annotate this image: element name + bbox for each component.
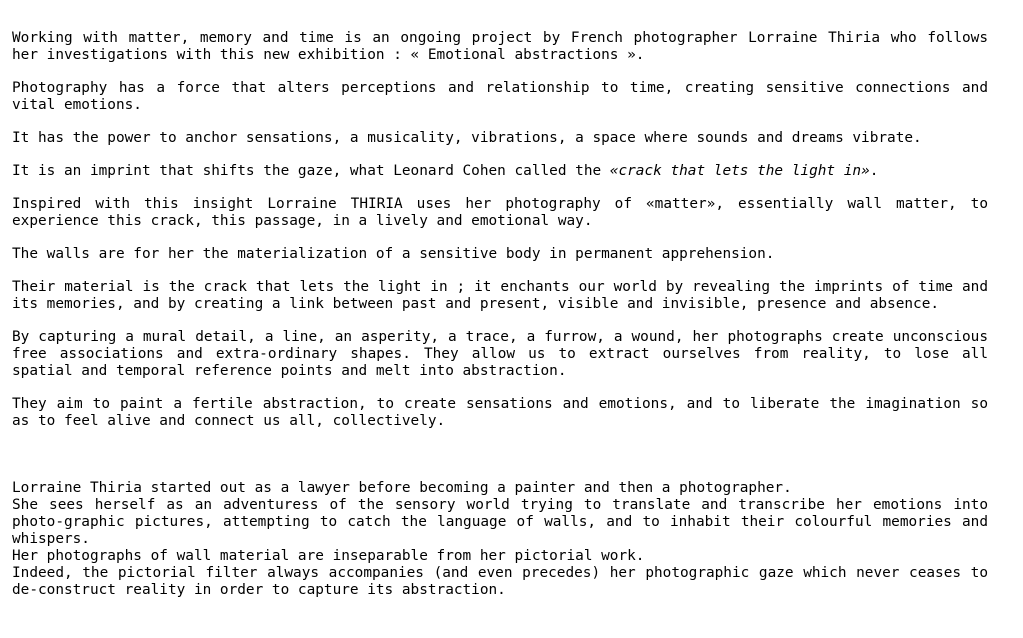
- paragraph-intro: Working with matter, memory and time is an ongoing project by French photographer Lorraine Thiria who follows her investigations with this new exhibition : « Emotional abstractions ».: [12, 30, 988, 63]
- paragraph-walls-body: The walls are for her the materialization of a sensitive body in permanent apprehension.: [12, 246, 775, 262]
- section-spacer: [12, 446, 988, 480]
- cohen-quote-text: «crack that lets the light in»: [609, 163, 870, 179]
- article-text: [12, 30, 988, 430]
- cohen-suffix: .: [869, 163, 879, 179]
- paragraph-material-crack: Their material is the crack that lets the light in ; it enchants our world by revealing the imprints of time and its memories, and by creating a link between past and present, visible and invisible, presence and absence.: [12, 279, 988, 312]
- paragraph-mural-detail: By capturing a mural detail, a line, an asperity, a trace, a furrow, a wound, her photographs create unconscious free associations and extra-ordinary shapes. They allow us to extract ourselves from reality, to lose all spatial and temporal reference points and melt into abstraction.: [12, 329, 988, 379]
- bio-line: She sees herself as an adventuress of the sensory world trying to translate and transcribe her emotions into photo-graphic pictures, attempting to catch the language of walls, and to inhabit their colourful memories and whispers.: [12, 497, 988, 547]
- artist-bio: [12, 480, 988, 599]
- bio-line: Lorraine Thiria started out as a lawyer before becoming a painter and then a photographer.: [12, 480, 792, 496]
- paragraph-photography-force: Photography has a force that alters perceptions and relationship to time, creating sensitive connections and vital emotions.: [12, 80, 988, 113]
- paragraph-inspired: Inspired with this insight Lorraine THIRIA uses her photography of «matter», essentially wall matter, to experience this crack, this passage, in a lively and emotional way.: [12, 196, 988, 229]
- paragraph-cohen-quote: [12, 163, 988, 180]
- document-page: [12, 30, 988, 599]
- cohen-prefix: It is an imprint that shifts the gaze, what Leonard Cohen called the: [12, 163, 610, 179]
- bio-line: Her photographs of wall material are inseparable from her pictorial work.: [12, 548, 645, 564]
- paragraph-fertile-abstraction: They aim to paint a fertile abstraction, to create sensations and emotions, and to liberate the imagination so as to feel alive and connect us all, collectively.: [12, 396, 988, 429]
- paragraph-power-anchor: It has the power to anchor sensations, a musicality, vibrations, a space where sounds and dreams vibrate.: [12, 130, 922, 146]
- bio-line: Indeed, the pictorial filter always accompanies (and even precedes) her photographic gaze which never ceases to de-construct reality in order to capture its abstraction.: [12, 565, 988, 598]
